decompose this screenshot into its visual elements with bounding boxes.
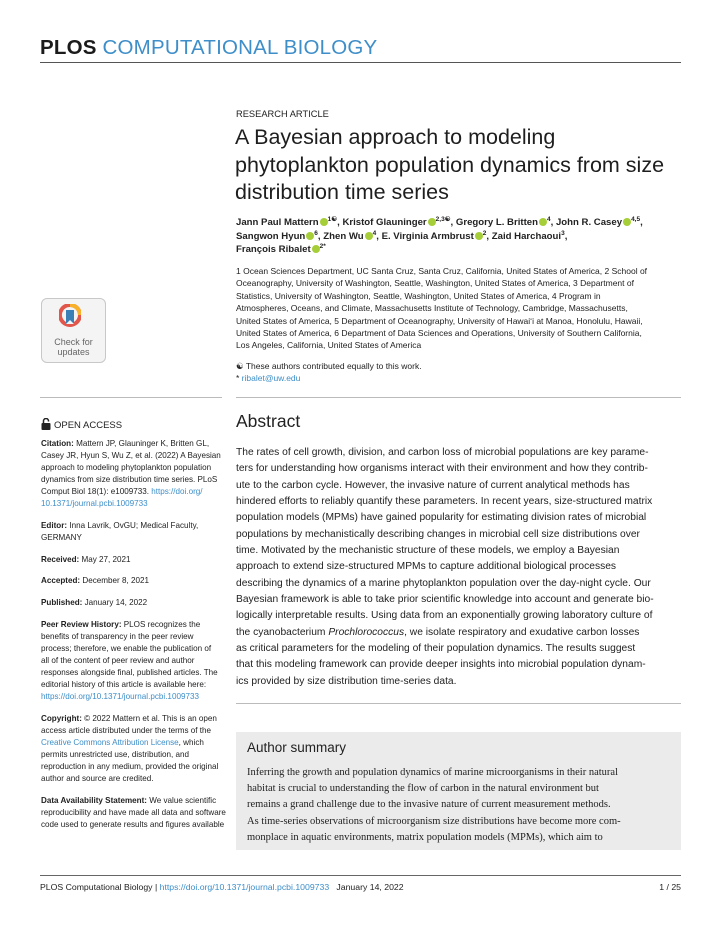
summary-line: Inferring the growth and population dynamics of marine microorganisms in their natural — [247, 767, 619, 778]
article-metadata-sidebar — [41, 438, 226, 841]
author-name[interactable]: Kristof Glauninger — [342, 217, 427, 228]
author-sep: , — [486, 230, 492, 242]
published-date — [41, 597, 226, 609]
editor-text: Inna Lavrik, OvGU; Medical Faculty, — [67, 521, 199, 531]
abstract-line: The rates of cell growth, division, and carbon loss of microbial populations are key parame- — [236, 447, 649, 458]
footer-divider — [40, 875, 681, 876]
page-footer — [40, 882, 404, 892]
affiliations — [236, 265, 686, 352]
copyright-text: , which — [178, 737, 204, 747]
equal-contribution-note: ☯ These authors contributed equally to this work. — [236, 361, 422, 371]
editor-text: GERMANY — [41, 533, 82, 543]
data-availability-text: code used to generate results and figures available — [41, 819, 225, 829]
article-title — [235, 124, 685, 207]
author-sep: , — [337, 217, 343, 228]
orcid-icon[interactable] — [312, 245, 320, 253]
citation-block — [41, 438, 226, 511]
author-sep: , — [550, 217, 556, 228]
copyright-text: author and source are credited. — [41, 774, 154, 784]
author-sep: , — [564, 230, 568, 242]
affiliation-line: Los Angeles, California, United States of America — [236, 340, 422, 351]
abstract-line: population models (MPMs) have gained popularity for estimating division rates of microbial — [236, 512, 647, 524]
citation-text: Casey JR, Hyun S, Wu Z, et al. (2022) A Bayesian — [41, 451, 221, 461]
author-name[interactable]: Gregory L. Britten — [455, 217, 538, 228]
peer-review-text: PLOS recognizes the — [121, 619, 201, 629]
data-availability-text: We value scientific — [147, 795, 217, 805]
badge-label-line: Check for — [54, 337, 93, 347]
author-sep: , — [317, 230, 324, 242]
received-label: Received: — [41, 554, 80, 564]
copyright-text: © 2022 Mattern et al. This is an open — [81, 713, 217, 723]
author-affil: 2,3☯ — [435, 216, 451, 223]
abstract-line: logically interpretable results. Using data from an exponentially growing laboratory culture of — [236, 610, 653, 622]
badge-label — [42, 337, 105, 357]
bookmark-icon — [59, 304, 81, 330]
accepted-value: December 8, 2021 — [80, 576, 149, 586]
journal-name-part1: PLOS — [40, 36, 103, 59]
author-affil: 1☯ — [327, 216, 338, 223]
copyright-text: permits unrestricted use, distribution, and — [41, 749, 190, 759]
citation-text: approach to modeling phytoplankton population — [41, 463, 212, 473]
title-line: A Bayesian approach to modeling — [235, 125, 556, 149]
open-lock-icon — [41, 418, 51, 430]
badge-label-line: updates — [57, 347, 90, 357]
author-summary-heading: Author summary — [247, 740, 347, 755]
author-affil: 2* — [319, 243, 326, 251]
editor-label: Editor: — [41, 521, 68, 531]
header-divider — [40, 62, 681, 63]
abstract-line: that this modeling framework can provide deeper insights into microbial population dynam- — [236, 659, 646, 671]
received-date — [41, 554, 226, 566]
title-line: distribution time series — [235, 180, 449, 204]
author-list — [236, 216, 686, 257]
author-name[interactable]: François Ribalet — [236, 244, 311, 256]
author-affil: 4,5 — [631, 216, 641, 223]
footer-separator: | — [152, 882, 160, 892]
abstract-line: describing the dynamics of a marine phytoplankton population over the day-night cycle. Our — [236, 577, 651, 589]
footer-doi-link[interactable]: https://doi.org/10.1371/journal.pcbi.1009733 — [159, 882, 330, 892]
footer-journal: PLOS Computational Biology — [40, 882, 153, 892]
peer-review-label: Peer Review History: — [41, 619, 122, 629]
author-affil: 6 — [314, 229, 318, 237]
abstract-line: ics provided by size distribution time-series data. — [236, 675, 457, 687]
data-availability-label: Data Availability Statement: — [41, 795, 147, 805]
author-name[interactable]: John R. Casey — [555, 217, 623, 228]
citation-text: Comput Biol 18(1): e1009733. — [41, 487, 152, 497]
affiliation-line: 1 Ocean Sciences Department, UC Santa Cruz, Santa Cruz, California, United States of America, 2 School of — [236, 266, 648, 276]
summary-line: habitat is crucial to understanding the flow of carbon in the natural environment but — [247, 783, 599, 795]
copyright-text: reproduction in any medium, provided the original — [41, 762, 219, 772]
author-name[interactable]: Sangwon Hyun — [236, 230, 306, 242]
footer-date: January 14, 2022 — [336, 882, 404, 892]
author-affil: 2 — [482, 229, 487, 237]
peer-review-text: editorial history of this article is available here: — [41, 680, 207, 689]
peer-review-link[interactable]: https://doi.org/10.1371/journal.pcbi.1009733 — [41, 692, 199, 702]
affiliation-line: United States of America, 5 Department of Oceanography, University of Hawaiʻi at Manoa, Honolulu, Hawaii, — [236, 315, 643, 326]
summary-line: monplace in aquatic environments, matrix population models (MPMs), which aim to — [247, 831, 603, 843]
editor-block — [41, 520, 226, 544]
published-value: January 14, 2022 — [82, 597, 148, 607]
peer-review-text: responses alongside final, published articles. The — [41, 667, 218, 677]
author-affil: 3 — [561, 229, 565, 237]
affiliation-line: Atmospheres, Oceans, and Climate, Massachusetts Institute of Technology, Cambridge, Massachusetts, — [236, 303, 628, 314]
license-link[interactable]: Creative Commons Attribution License — [41, 737, 179, 747]
abstract-line: approach to extend size-structured MPMs to capture additional biological processes — [236, 561, 617, 573]
corresponding-email-link[interactable]: ribalet@uw.edu — [241, 373, 301, 384]
journal-name-part2: COMPUTATIONAL BIOLOGY — [102, 36, 378, 59]
summary-line: As time-series observations of microorganism size distributions have become more com- — [247, 815, 621, 827]
article-type: RESEARCH ARTICLE — [236, 109, 329, 119]
abstract-heading: Abstract — [236, 411, 301, 431]
copyright-text: access article distributed under the terms of the — [41, 725, 212, 735]
author-affil: 4 — [546, 216, 551, 223]
abstract-line: ters for understanding how organisms interact with their environment and how they contrib- — [236, 463, 648, 475]
orcid-icon[interactable] — [475, 232, 483, 240]
orcid-icon[interactable] — [320, 218, 328, 226]
corresponding-marker: * — [236, 373, 242, 384]
copyright-label: Copyright: — [41, 713, 82, 723]
accepted-label: Accepted: — [41, 576, 81, 586]
abstract-line — [236, 625, 686, 641]
citation-doi-link[interactable]: 10.1371/journal.pcbi.1009733 — [41, 499, 148, 509]
accepted-date — [41, 575, 226, 587]
journal-name — [40, 36, 377, 60]
published-label: Published: — [41, 597, 83, 607]
abstract-line: as critical parameters for the modeling of their population dynamics. The results suggest — [236, 643, 636, 655]
abstract-line: hindered efforts to reliably quantify these parameters. In recent years, size-structured matrix — [236, 496, 653, 508]
species-name: Prochlorococcus — [328, 626, 405, 638]
abstract-bottom-divider — [236, 703, 681, 704]
abstract-line: Bayesian framework is able to take prior scientific knowledge into account and generate bio- — [236, 594, 654, 606]
author-sep: , — [640, 217, 643, 228]
author-name[interactable]: Zaid Harchaoui — [491, 230, 562, 242]
affiliation-line: Oceanography, University of Washington, Seattle, Washington, United States of America, 3 Department of — [236, 278, 634, 289]
citation-text: dynamics from size distribution time series. PLoS — [41, 475, 218, 485]
citation-text: Mattern JP, Glauninger K, Britten GL, — [73, 439, 210, 448]
data-availability-text: reproducibility and have made all data and software — [41, 807, 226, 817]
author-summary-body — [247, 765, 677, 846]
open-access-text: OPEN ACCESS — [54, 420, 123, 431]
abstract-line: time. Motivated by the mechanistic structure of these models, we employ a Bayesian — [236, 545, 620, 557]
peer-review-text: process; therefore, we enable the publication of — [41, 643, 212, 653]
summary-line: remains a grand challenge due to the invasive nature of current measurement methods. — [247, 799, 611, 811]
abstract-top-divider — [236, 397, 681, 398]
author-name[interactable]: Zhen Wu — [323, 230, 364, 242]
affiliation-line: United States of America, 6 Department of Data Sciences and Operations, University of Southern California, — [236, 328, 642, 339]
peer-review-text: benefits of transparency in the peer review — [41, 631, 194, 641]
orcid-icon[interactable] — [365, 232, 373, 240]
author-notes — [236, 360, 422, 385]
author-sep: , — [450, 217, 456, 228]
author-sep: , — [376, 230, 382, 242]
citation-doi-link[interactable]: https://doi.org/ — [151, 487, 203, 497]
sidebar-divider — [40, 397, 222, 398]
abstract-body — [236, 445, 686, 690]
citation-label: Citation: — [41, 439, 74, 448]
open-access-label — [41, 418, 122, 431]
abstract-text: , we isolate respiratory and exudative carbon losses — [404, 626, 640, 638]
page-number: 1 / 25 — [659, 882, 681, 892]
abstract-line: ute to the carbon cycle. However, the invasive nature of current analytical methods has — [236, 479, 630, 491]
abstract-line: populations by mechanistically describing changes in microbial cell size distributions over — [236, 528, 640, 540]
peer-review-block — [41, 619, 226, 704]
abstract-text: the cyanobacterium — [236, 626, 329, 638]
affiliation-line: Statistics, University of Washington, Seattle, Washington, United States of America, 4 Program in — [236, 290, 601, 301]
check-for-updates-badge[interactable] — [41, 298, 106, 363]
peer-review-text: all of the content of peer review and author — [41, 655, 195, 665]
orcid-icon[interactable] — [539, 218, 547, 226]
data-availability-block — [41, 795, 226, 831]
author-name[interactable]: Jann Paul Mattern — [236, 217, 319, 228]
author-affil: 4 — [372, 229, 377, 237]
received-value: May 27, 2021 — [79, 554, 131, 564]
orcid-icon[interactable] — [623, 218, 631, 226]
copyright-block — [41, 713, 226, 786]
title-line: phytoplankton population dynamics from size — [235, 152, 665, 177]
orcid-icon[interactable] — [428, 218, 436, 226]
author-name[interactable]: E. Virginia Armbrust — [381, 230, 474, 242]
